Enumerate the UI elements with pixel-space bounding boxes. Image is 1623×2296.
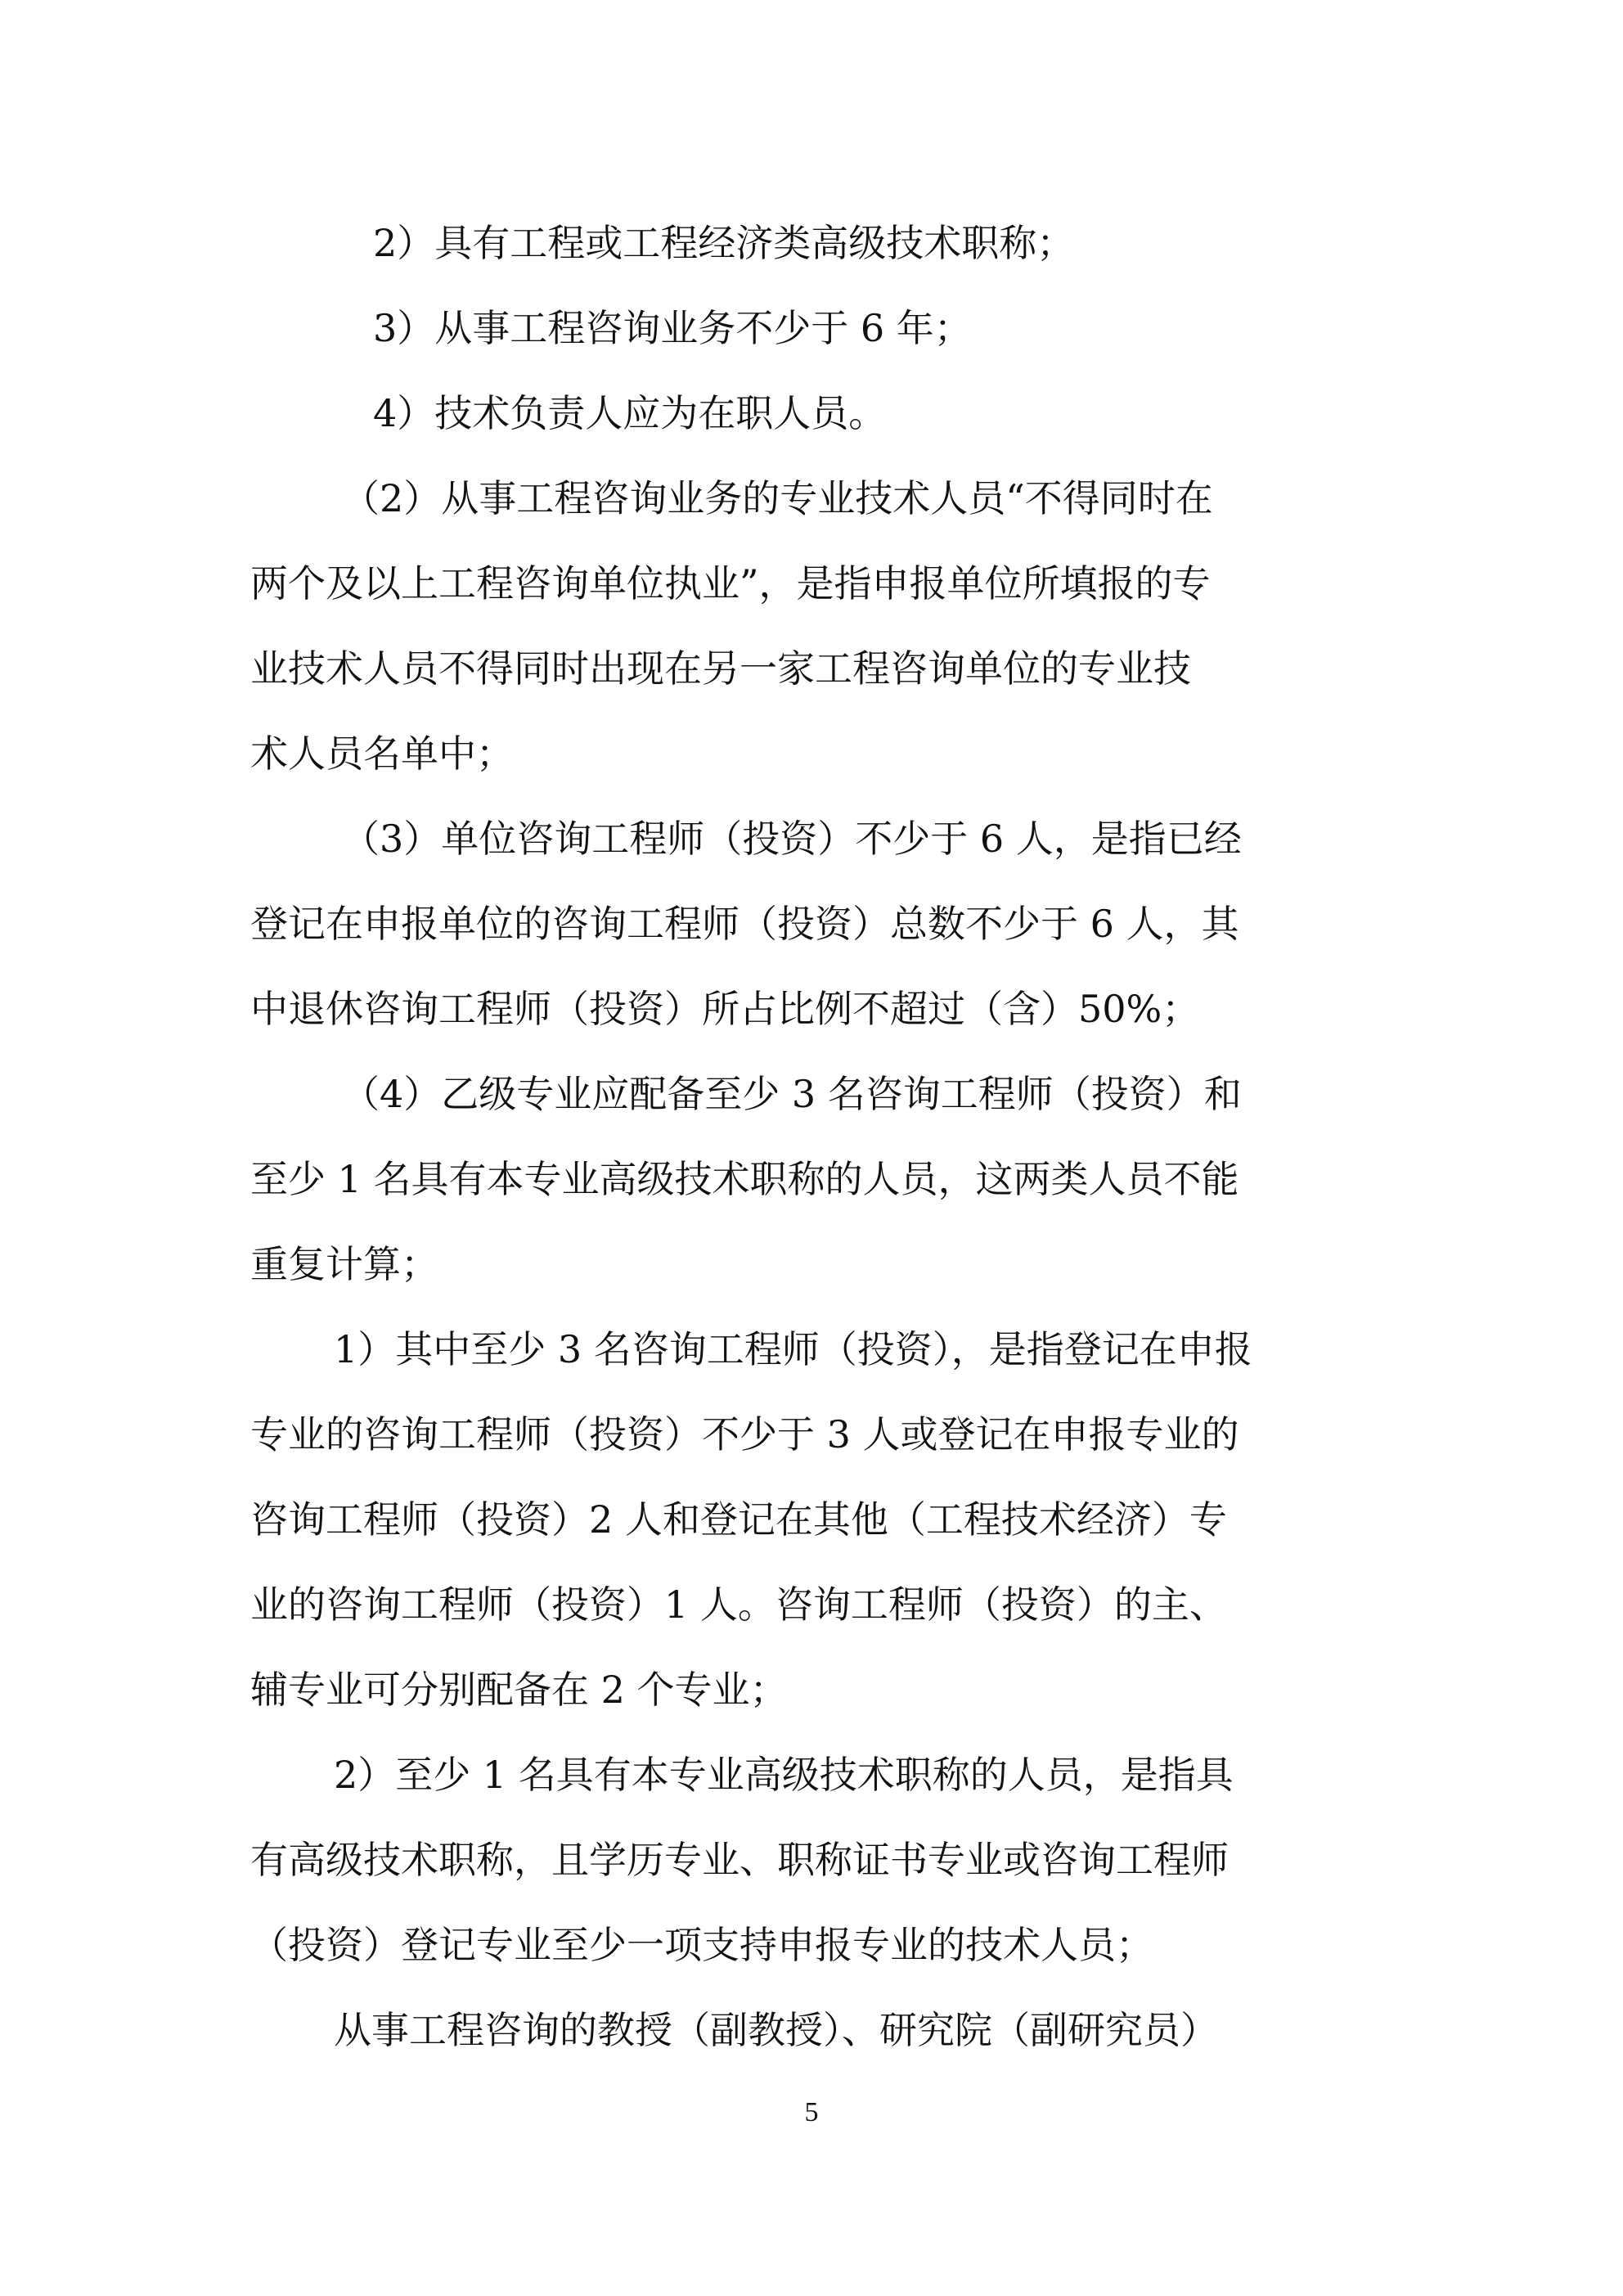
text-line: 从事工程咨询的教授（副教授）、研究院（副研究员） bbox=[334, 2008, 1218, 2052]
text-line: 两个及以上工程咨询单位执业”，是指申报单位所填报的专 bbox=[250, 561, 1211, 606]
text-line: 3）从事工程咨询业务不少于 6 年； bbox=[373, 306, 972, 350]
text-line: 咨询工程师（投资）2 人和登记在其他（工程技术经济）专 bbox=[250, 1497, 1227, 1542]
text-line: 中退休咨询工程师（投资）所占比例不超过（含）50%； bbox=[250, 987, 1200, 1031]
text-line: 有高级技术职称，且学历专业、职称证书专业或咨询工程师 bbox=[250, 1838, 1229, 1882]
text-line: （投资）登记专业至少一项支持申报专业的技术人员； bbox=[250, 1923, 1153, 1967]
page-number: 5 bbox=[804, 2097, 819, 2127]
text-line: 登记在申报单位的咨询工程师（投资）总数不少于 6 人，其 bbox=[250, 902, 1239, 946]
text-line: 重复计算； bbox=[250, 1242, 438, 1286]
text-line: 4）技术负责人应为在职人员。 bbox=[373, 391, 887, 435]
text-line: 至少 1 名具有本专业高级技术职称的人员，这两类人员不能 bbox=[250, 1157, 1239, 1201]
text-line: 1）其中至少 3 名咨询工程师（投资），是指登记在申报 bbox=[334, 1327, 1252, 1371]
text-line: （2）从事工程咨询业务的专业技术人员“不得同时在 bbox=[342, 476, 1213, 520]
text-line: 术人员名单中； bbox=[250, 732, 514, 776]
text-line: 辅专业可分别配备在 2 个专业； bbox=[250, 1668, 788, 1712]
text-line: 2）具有工程或工程经济类高级技术职称； bbox=[373, 221, 1075, 265]
text-line: 业的咨询工程师（投资）1 人。咨询工程师（投资）的主、 bbox=[250, 1582, 1227, 1627]
text-line: （4）乙级专业应配备至少 3 名咨询工程师（投资）和 bbox=[342, 1072, 1242, 1116]
text-line: （3）单位咨询工程师（投资）不少于 6 人，是指已经 bbox=[342, 817, 1242, 861]
text-line: 专业的咨询工程师（投资）不少于 3 人或登记在申报专业的 bbox=[250, 1412, 1239, 1456]
text-line: 2）至少 1 名具有本专业高级技术职称的人员，是指具 bbox=[334, 1753, 1234, 1797]
text-line: 业技术人员不得同时出现在另一家工程咨询单位的专业技 bbox=[250, 646, 1191, 691]
